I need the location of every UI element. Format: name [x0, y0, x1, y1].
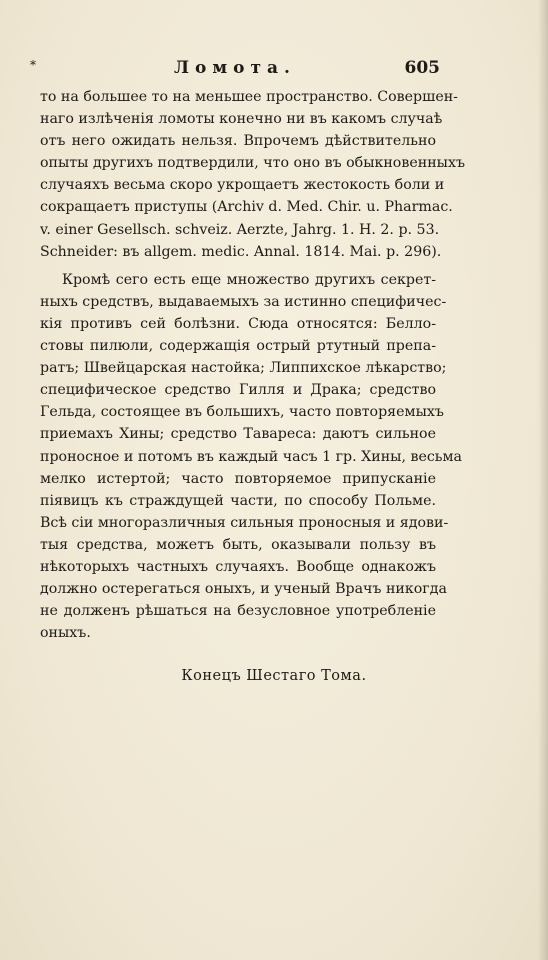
text-line: ратъ; Швейцарская настойка; Липпихское лѣкарство;: [40, 360, 447, 377]
running-header: [30, 58, 440, 84]
paragraph-2: [40, 269, 463, 645]
text-line: специфическое средство Гилля и Драка; средство: [40, 382, 436, 399]
text-line: нѣкоторыхъ частныхъ случаяхъ. Вообще однакожъ: [40, 558, 436, 575]
text-line: должно остерегаться оныхъ, и ученый Врачъ никогда: [40, 581, 447, 598]
text-line: случаяхъ весьма скоро укрощаетъ жестокость боли и: [40, 177, 445, 194]
page-number: 605: [404, 58, 440, 78]
text-line: тыя средства, можетъ быть, оказывали пользу въ: [40, 536, 436, 553]
text-line: Гельда, состоящее въ большихъ, часто повторяемыхъ: [40, 404, 444, 421]
body-text: [40, 86, 465, 644]
text-line: мелко истертой; часто повторяемое припусканіе: [40, 470, 436, 487]
paragraph-1: [40, 86, 465, 263]
text-line: v. einer Gesellsch. schveiz. Aerzte, Jahrg. 1. H. 2. p. 53.: [40, 221, 440, 238]
text-line: Schneider: въ allgem. medic. Annal. 1814. Mai. p. 296).: [40, 243, 442, 260]
header-marker: *: [30, 58, 36, 72]
text-line: Всѣ сіи многоразличныя сильныя проносныя и ядови-: [40, 514, 449, 531]
text-line: наго излѣченія ломоты конечно ни въ какомъ случаѣ: [40, 111, 443, 128]
text-line: опыты другихъ подтвердили, что оно въ обыкновенныхъ: [40, 155, 465, 172]
text-line: не долженъ рѣшаться на безусловное употребленіе: [40, 603, 436, 620]
text-line: піявицъ къ страждущей части, по способу Польме.: [40, 492, 436, 509]
text-line: отъ него ожидать нельзя. Впрочемъ дѣйствительно: [40, 133, 436, 150]
text-line: проносное и потомъ въ каждый часъ 1 гр. Хины, весьма: [40, 448, 463, 465]
text-line: стовы пилюли, содержащія острый ртутный препа-: [40, 338, 436, 355]
text-line: оныхъ.: [40, 625, 91, 642]
text-line: то на большее то на меньшее пространство. Совершен-: [40, 89, 458, 105]
text-line: сокращаетъ приступы (Archiv d. Med. Chir. u. Pharmac.: [40, 199, 453, 216]
page-edge-shadow: [538, 0, 548, 960]
volume-end-note: Конецъ Шестаго Тома.: [181, 668, 367, 684]
page-title: Ломота.: [174, 58, 296, 78]
text-line: приемахъ Хины; средство Тавареса: даютъ сильное: [40, 426, 436, 443]
text-line: ныхъ средствъ, выдаваемыхъ за истинно специфичес-: [40, 293, 447, 310]
text-line: Кромѣ сего есть еще множество другихъ секрет-: [62, 271, 436, 288]
text-line: кія противъ сей болѣзни. Сюда относятся: Белло-: [40, 315, 436, 332]
